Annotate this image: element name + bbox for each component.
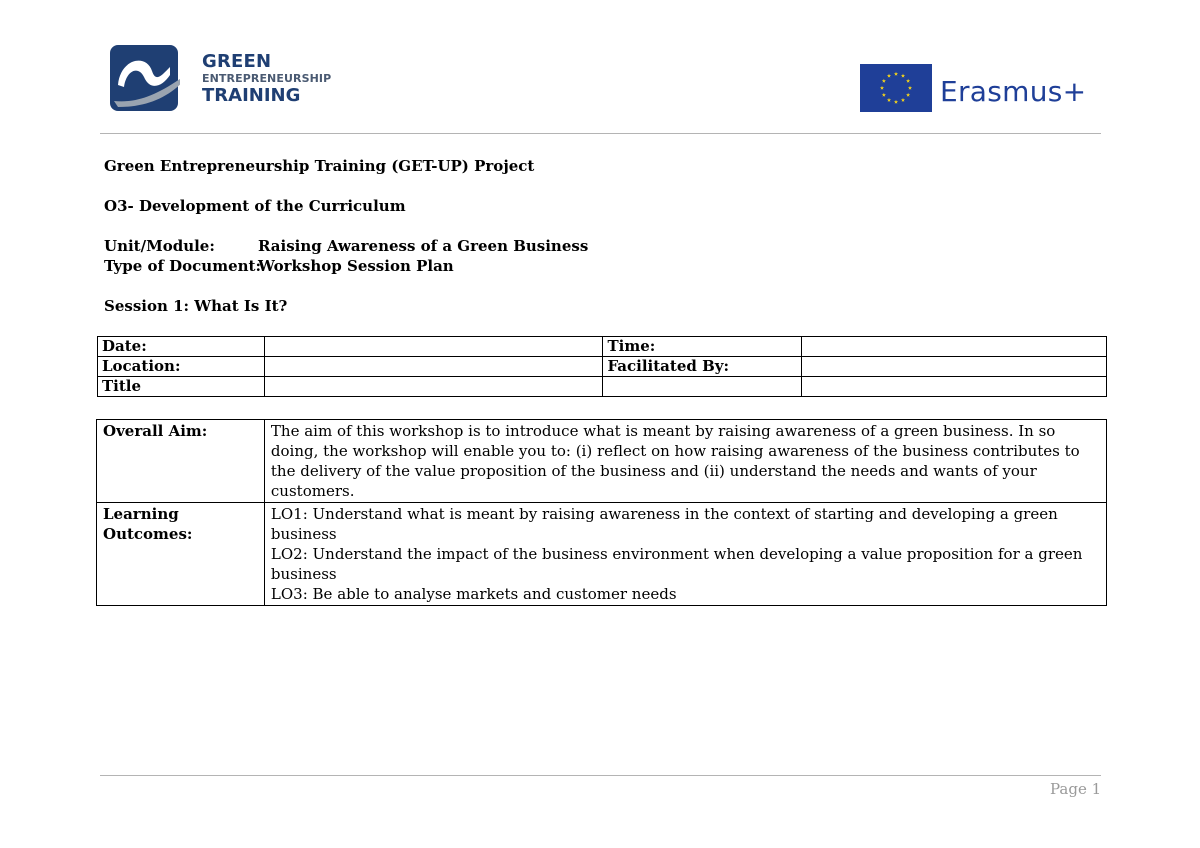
- erasmus-plus-wordmark: Erasmus+: [940, 75, 1087, 108]
- learning-outcomes-label-line2: Outcomes:: [103, 525, 193, 543]
- logo-line-entrepreneurship: ENTREPRENEURSHIP: [202, 72, 332, 85]
- eu-flag-icon: [860, 64, 932, 112]
- unit-label: Unit/Module:: [104, 237, 215, 255]
- learning-outcomes-label-line1: Learning: [103, 505, 179, 523]
- session-title: Session 1: What Is It?: [104, 297, 288, 315]
- facilitated-by-value: [802, 357, 1107, 377]
- document-type-value: Workshop Session Plan: [258, 257, 454, 275]
- time-value: [802, 337, 1107, 357]
- facilitated-by-label: Facilitated By:: [603, 357, 802, 377]
- title-label: Title: [98, 377, 265, 397]
- learning-outcome-3: LO3: Be able to analyse markets and customer needs: [270, 585, 677, 603]
- date-label: Date:: [98, 337, 265, 357]
- table-row: [98, 337, 1107, 357]
- empty-cell: [603, 377, 802, 397]
- table-row: [97, 503, 1107, 606]
- footer-divider: [100, 775, 1101, 776]
- session-info-table: [97, 336, 1107, 397]
- table-row: [98, 377, 1107, 397]
- empty-cell: [802, 377, 1107, 397]
- erasmus-plus-logo: [860, 64, 1105, 114]
- output-title: O3- Development of the Curriculum: [104, 197, 406, 215]
- get-logo-icon: [110, 45, 180, 113]
- unit-value: Raising Awareness of a Green Business: [258, 237, 589, 255]
- green-entrepreneurship-training-logo: [110, 45, 330, 113]
- time-label: Time:: [603, 337, 802, 357]
- logo-line-training: TRAINING: [202, 85, 301, 106]
- learning-outcomes-label: [97, 503, 265, 606]
- aims-outcomes-table: [96, 419, 1107, 606]
- date-value: [264, 337, 603, 357]
- document-type-label: Type of Document:: [104, 257, 262, 275]
- overall-aim-label: Overall Aim:: [97, 420, 265, 503]
- learning-outcomes-list: [264, 503, 1106, 606]
- location-value: [264, 357, 603, 377]
- page-number: Page 1: [1050, 780, 1102, 798]
- header-divider: [100, 133, 1101, 134]
- learning-outcome-2: LO2: Understand the impact of the business environment when developing a value proposition for a green business: [270, 545, 1083, 583]
- learning-outcome-1: LO1: Understand what is meant by raising awareness in the context of starting and developing a green business: [270, 505, 1058, 543]
- location-label: Location:: [98, 357, 265, 377]
- title-value: [264, 377, 603, 397]
- table-row: [97, 420, 1107, 503]
- overall-aim-text: The aim of this workshop is to introduce what is meant by raising awareness of a green business. In so doing, the workshop will enable you to: (i) reflect on how raising awareness of the business contributes to the delivery of the value proposition of the business and (ii) understand the needs and wants of your customers.: [264, 420, 1106, 503]
- table-row: [98, 357, 1107, 377]
- logo-line-green: GREEN: [202, 51, 272, 72]
- project-title: Green Entrepreneurship Training (GET-UP) Project: [104, 157, 535, 175]
